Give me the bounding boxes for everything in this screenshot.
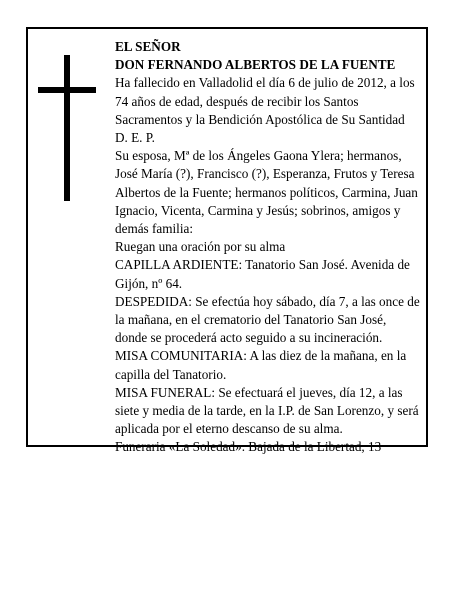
prayer-request: Ruegan una oración por su alma bbox=[115, 239, 286, 255]
funeraria: Funeraria «La Soledad». Bajada de la Libertad, 13 bbox=[115, 439, 382, 455]
cross-icon bbox=[38, 55, 98, 201]
notice-heading: EL SEÑOR bbox=[115, 39, 181, 54]
dep-line: D. E. P. bbox=[115, 130, 155, 146]
family-list: Su esposa, Mª de los Ángeles Gaona Ylera; hermanos, José María (?), Francisco (?), Esperanza, Frutos y Teresa Albertos de la Fuente; hermanos políticos, Carmina, Juan Ignacio, Vicenta, Carmina y Jesús; sobrinos, amigos y demás familia: bbox=[115, 148, 418, 237]
capilla-ardiente: CAPILLA ARDIENTE: Tanatorio San José. Avenida de Gijón, nº 64. bbox=[115, 257, 410, 291]
cross-vertical-bar bbox=[64, 55, 70, 201]
misa-funeral: MISA FUNERAL: Se efectuará el jueves, día 12, a las siete y media de la tarde, en la I.P. de San Lorenzo, y será aplicada por el eterno descanso de su alma. bbox=[115, 384, 419, 437]
obituary-notice bbox=[26, 27, 428, 455]
misa-comunitaria: MISA COMUNITARIA: A las diez de la mañana, en la capilla del Tanatorio. bbox=[115, 348, 407, 382]
cross-horizontal-bar bbox=[38, 87, 96, 93]
death-announcement: Ha fallecido en Valladolid el día 6 de julio de 2012, a los 74 años de edad, después de recibir los Santos Sacramentos y la Bendición Apostólica de Su Santidad bbox=[115, 75, 415, 127]
notice-text bbox=[115, 38, 421, 457]
despedida: DESPEDIDA: Se efectúa hoy sábado, día 7, a las once de la mañana, en el crematorio del Tanatorio San José, donde se procederá acto seguido a su incineración. bbox=[115, 293, 420, 346]
deceased-name: DON FERNANDO ALBERTOS DE LA FUENTE bbox=[115, 57, 396, 73]
